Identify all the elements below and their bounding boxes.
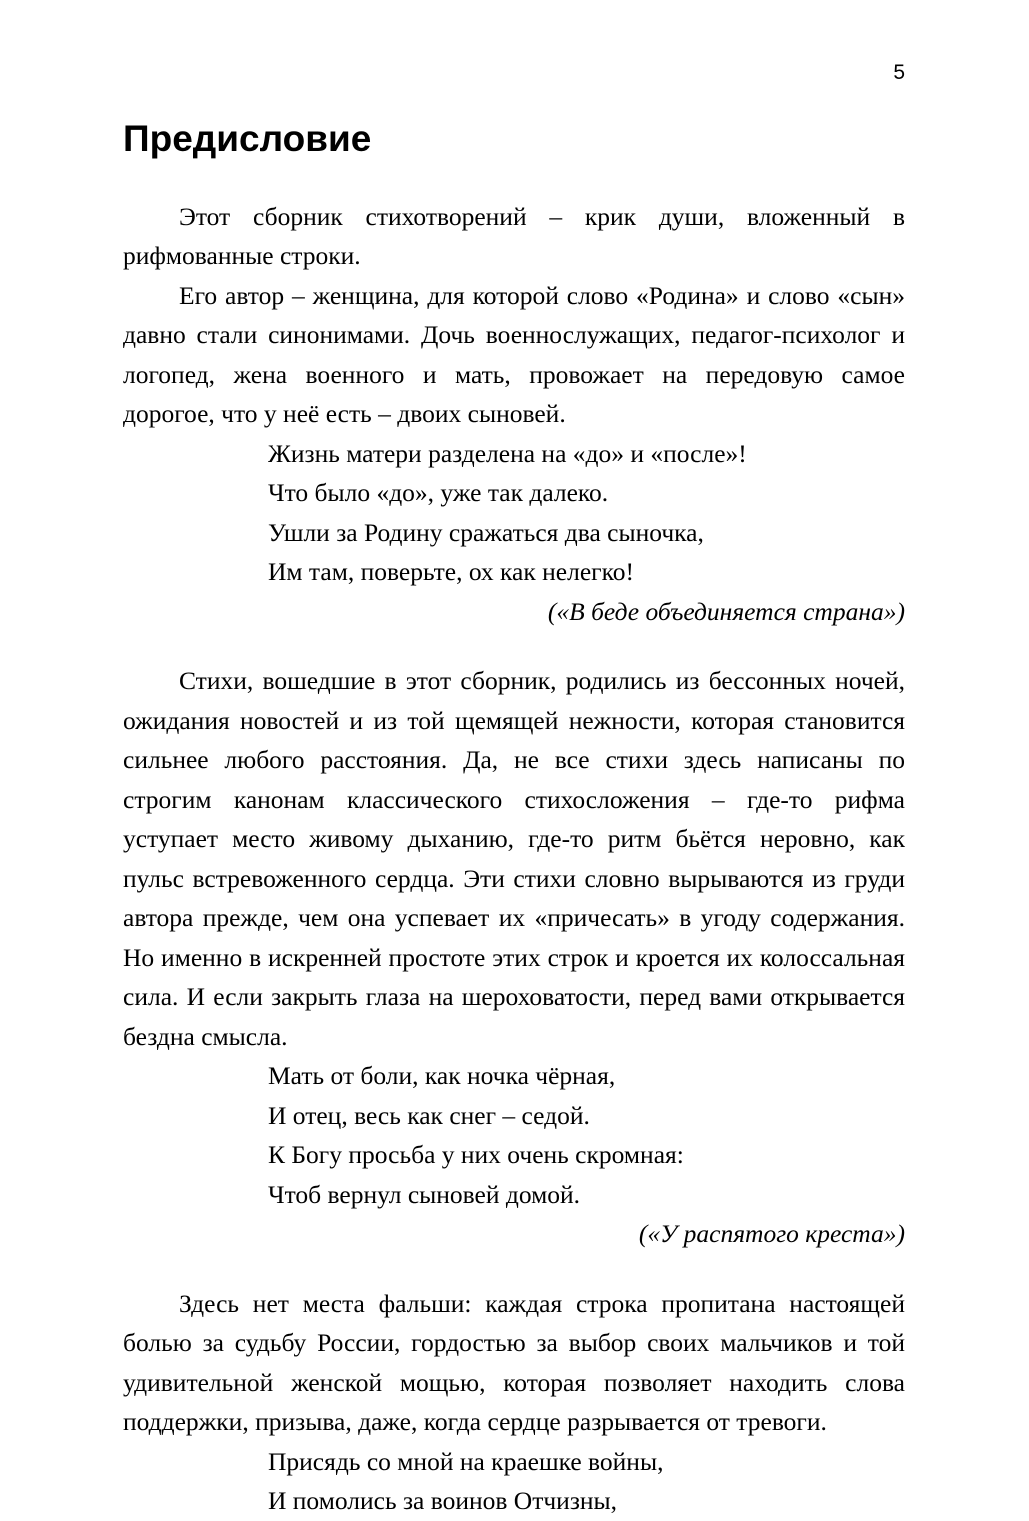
verse-line: Присядь со мной на краешке войны, (268, 1446, 664, 1476)
verse-line: Ушли за Родину сражаться два сыночка, (268, 517, 704, 547)
verse-line: К Богу просьба у них очень скромная: (268, 1140, 684, 1170)
verse-block-2 (123, 1056, 905, 1254)
spacer (123, 631, 905, 661)
verse-block-3 (123, 1442, 905, 1521)
page-number: 5 (893, 61, 905, 84)
page-content (123, 118, 905, 1521)
verse-line: Им там, поверьте, ох как нелегко! (268, 557, 634, 587)
verse-line: Мать от боли, как ночка чёрная, (268, 1061, 616, 1091)
verse-block-1 (123, 434, 905, 632)
paragraph-origins: Стихи, вошедшие в этот сборник, родились из бессонных ночей, ожидания новостей и из той щемящей нежности, которая становится сильнее любого расстояния. Да, не все стихи здесь написаны по строгим канонам классического стихосложения – где-то рифма уступает место живому дыханию, где-то ритм бьётся неровно, как пульс встревоженного сердца. Эти стихи словно вырываются из груди автора прежде, чем она успевает их «причесать» в угоду содержания. Но именно в искренней простоте этих строк и кроется их колоссальная сила. И если закрыть глаза на шероховатости, перед вами открывается бездна смысла. (123, 666, 905, 1051)
page-title: Предисловие (123, 118, 372, 159)
verse-source-attribution: («В беде объединяется страна») (547, 596, 905, 626)
page-folio-row (0, 62, 1029, 84)
verse-line: Что было «до», уже так далеко. (268, 478, 609, 508)
spacer (123, 1254, 905, 1284)
verse-line: Чтоб вернул сыновей домой. (268, 1179, 581, 1209)
verse-line: И помолись за воинов Отчизны, (268, 1486, 618, 1516)
verse-line: И отец, весь как снег – седой. (268, 1100, 590, 1130)
paragraph-author: Его автор – женщина, для которой слово «Родина» и слово «сын» давно стали синонимами. Дочь военнослужащих, педагог-психолог и логопед, жена военного и мать, провожает на передовую самое дорогое, что у неё есть – двоих сыновей. (123, 280, 905, 429)
verse-line: Жизнь матери разделена на «до» и «после»! (268, 438, 747, 468)
paragraph-truth: Здесь нет места фальши: каждая строка пропитана настоящей болью за судьбу России, гордостью за выбор своих мальчиков и той удивительной женской мощью, которая позволяет находить слова поддержки, призыва, даже, когда сердце разрывается от тревоги. (123, 1288, 905, 1437)
paragraph-intro: Этот сборник стихотворений – крик души, вложенный в рифмованные строки. (123, 201, 905, 271)
verse-source-attribution: («У распятого креста») (638, 1219, 905, 1249)
